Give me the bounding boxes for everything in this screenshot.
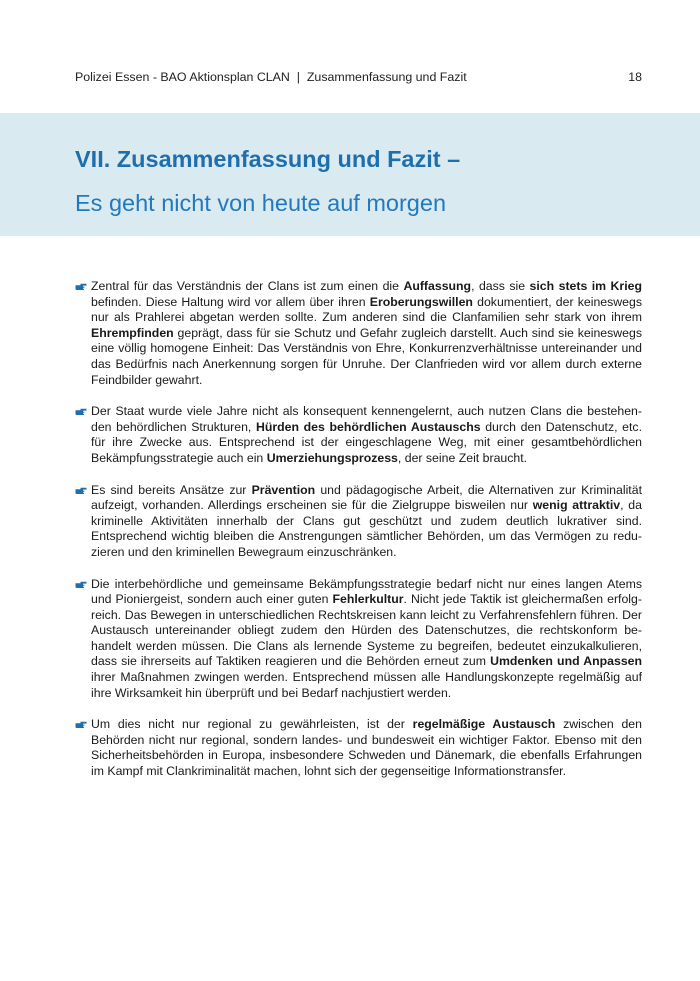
bullet-text: Um dies nicht nur regional zu gewährleisten, ist der regelmäßige Austausch zwischen den Behörden nicht nur regional, sondern landes- und bundesweit ein wichtiger Faktor. Ebenso mit den Sicherheitsbehörden in Europa, insbesondere Schweden und Dänemark, die ebenfalls Erfahrungen im Kampf mit Clankriminalität machen, lohnt sich der gegenseitige Informationstransfer.	[91, 717, 642, 779]
bullet-text: Die interbehördliche und gemeinsame Bekämpfungsstrategie bedarf nicht nur eines langen Atems und Pioniergeist, sondern auch einer guten Fehlerkultur. Nicht jede Taktik ist gleichermaßen erfolgreich. Das Bewegen in unterschiedlichen Rechtskreisen kann leicht zu Verfahrensfehlern führen. Der Austausch untereinander obliegt zudem den Hürden des Datenschutzes, die rechtskonform behandelt werden müssen. Die Clans als lernende Systeme zu begreifen, bedeutet einzukalkulieren, dass sie ihrerseits auf Taktiken reagieren und die Behörden erneut zum Umdenken und Anpassen ihrer Maßnahmen zwingen werden. Entsprechend müssen alle Handlungskonzepte regelmäßig auf ihre Wirksamkeit hin überprüft und bei Bedarf nachjustiert werden.	[91, 576, 643, 700]
page-number: 18	[628, 70, 642, 84]
bullet-item	[75, 577, 642, 702]
emphasis: Umdenken und Anpassen	[490, 654, 643, 669]
summary-bullet-list	[75, 279, 642, 796]
running-title: Polizei Essen - BAO Aktionsplan CLAN | Zusammenfassung und Fazit	[75, 70, 467, 84]
emphasis: Hürden des behördlichen Austauschs	[255, 419, 481, 434]
running-header	[75, 70, 642, 84]
emphasis: Fehlerkultur	[332, 592, 404, 607]
pointing-hand-icon	[75, 282, 87, 292]
emphasis: Umerziehungsprozess	[266, 450, 398, 465]
emphasis: Eroberungswillen	[369, 294, 473, 309]
chapter-subtitle: Es geht nicht von heute auf morgen	[75, 190, 447, 216]
pointing-hand-icon	[75, 720, 87, 730]
emphasis: Ehrempfinden	[91, 325, 174, 340]
emphasis: regelmäßige Austausch	[412, 717, 556, 732]
emphasis: wenig attraktiv	[532, 498, 621, 513]
emphasis: sich stets im Krieg	[529, 279, 642, 293]
pointing-hand-icon	[75, 407, 87, 417]
emphasis: Prävention	[251, 482, 316, 497]
bullet-text: Es sind bereits Ansätze zur Prävention und pädagogische Arbeit, die Alternativen zur Kriminalität aufzeigt, vorhanden. Allerdings erscheinen sie für die Zielgruppe bisweilen nur wenig attraktiv, da kriminelle Aktivitäten innerhalb der Clans gut geschützt und zudem deutlich lukrativer sind. Entsprechend wichtig bleiben die Anstrengungen sämtlicher Behörden, um das Vermögen zu reduzieren und den kriminellen Bewegraum einzuschränken.	[91, 482, 642, 559]
bullet-item	[75, 717, 642, 779]
pointing-hand-icon	[75, 486, 87, 496]
bullet-text: Zentral für das Verständnis der Clans ist zum einen die Auffassung, dass sie sich stets im Krieg befinden. Diese Haltung wird vor allem über ihren Eroberungswillen dokumentiert, der keineswegs nur als Prahlerei abgetan werden sollte. Zum anderen sind die Clanfamilien sehr stark von ihrem Ehrempfinden geprägt, dass für sie Schutz und Gefahr zugleich darstellt. Auch sind sie keineswegs eine völlig homogene Einheit: Das Verständnis von Ehre, Konkurrenzverhältnisse untereinander und das Bedürfnis nach Anerkennung sorgen für Unruhe. Der Clanfrieden wird vor allem durch externe Feindbilder gewahrt.	[91, 279, 642, 387]
emphasis: Auffassung	[403, 279, 472, 293]
bullet-item	[75, 404, 642, 466]
bullet-item	[75, 483, 642, 561]
pointing-hand-icon	[75, 580, 87, 590]
chapter-title: VII. Zusammenfassung und Fazit –	[75, 146, 461, 172]
bullet-item	[75, 279, 642, 388]
bullet-text: Der Staat wurde viele Jahre nicht als konsequent kennengelernt, auch nutzen Clans die bestehenden behördlichen Strukturen, Hürden des behördlichen Austauschs durch den Datenschutz, etc. für ihre Zwecke aus. Entsprechend ist der eingeschlagene Weg, mit einer gesamtbehördlichen Bekämpfungsstrategie auch ein Umerziehungsprozess, der seine Zeit braucht.	[91, 404, 642, 465]
